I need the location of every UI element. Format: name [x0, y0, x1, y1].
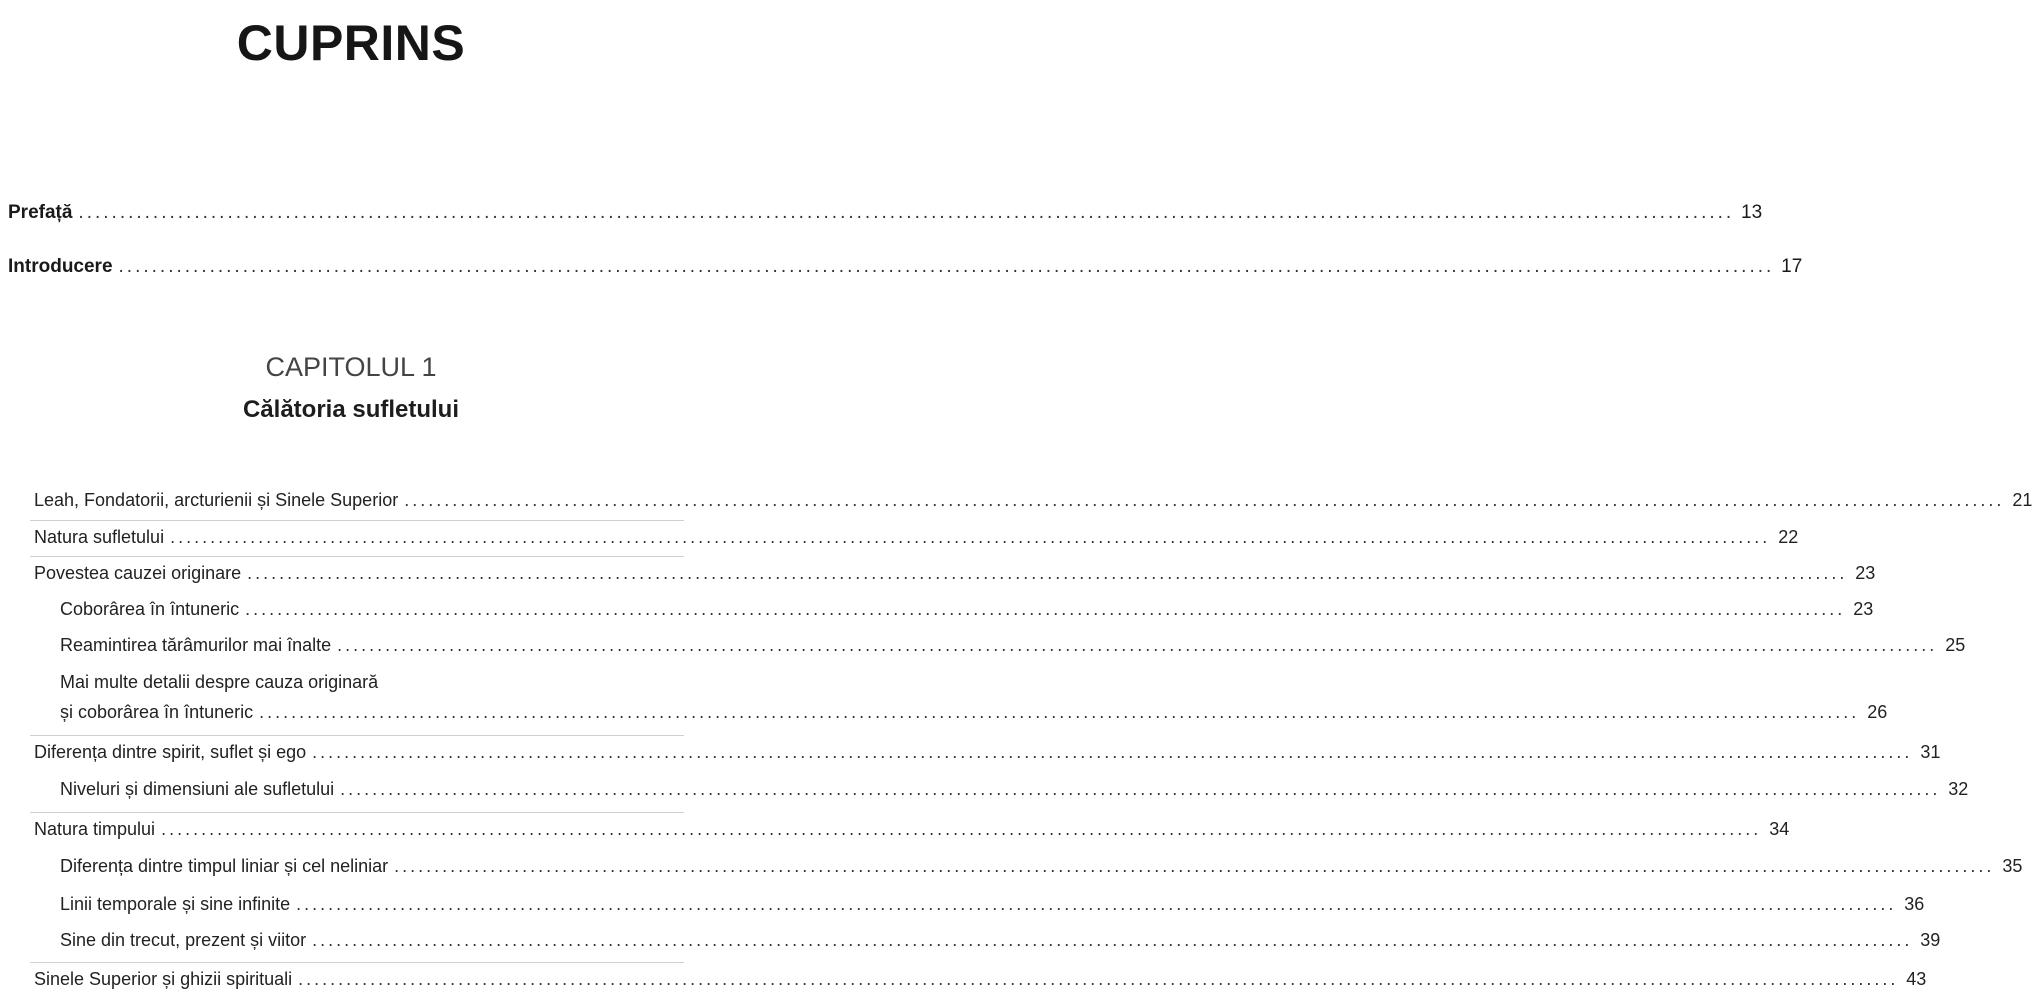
dot-leader: ........................................................................................................................................................................................................: [247, 563, 1848, 583]
dot-leader: ........................................................................................................................................................................................................: [161, 819, 1762, 839]
dot-leader: ........................................................................................................................................................................................................: [404, 490, 2005, 510]
toc-entry-page: 22: [1778, 527, 1799, 547]
divider: [30, 962, 684, 963]
toc-entry-label: Introducere: [8, 256, 113, 277]
toc-entry-page: 25: [1945, 635, 1966, 655]
toc-entry-label: Diferența dintre timpul liniar și cel neliniar: [60, 856, 389, 876]
dot-leader: ........................................................................................................................................................................................................: [337, 635, 1938, 655]
toc-entry-introduction[interactable]: [8, 256, 1803, 278]
toc-entry[interactable]: [34, 527, 1799, 548]
toc-subentry[interactable]: [60, 635, 1966, 656]
toc-entry-page: 43: [1906, 969, 1927, 989]
toc-subentry[interactable]: [60, 856, 2023, 877]
divider: [30, 812, 684, 813]
chapter-number: CAPITOLUL 1: [265, 352, 437, 382]
toc-entry[interactable]: [34, 969, 1927, 990]
toc-entry-label: Sinele Superior și ghizii spirituali: [34, 969, 293, 989]
chapter-title: Călătoria sufletului: [242, 396, 460, 423]
dot-leader: ........................................................................................................................................................................................................: [340, 779, 1941, 799]
divider: [30, 556, 684, 557]
dot-leader: ........................................................................................................................................................................................................: [118, 256, 1775, 277]
toc-entry-label: Linii temporale și sine infinite: [60, 894, 291, 914]
dot-leader: ........................................................................................................................................................................................................: [170, 527, 1771, 547]
toc-entry-label: Reamintirea tărâmurilor mai înalte: [60, 635, 332, 655]
toc-subentry[interactable]: [60, 930, 1941, 951]
toc-entry-page: 21: [2012, 490, 2032, 510]
dot-leader: ........................................................................................................................................................................................................: [259, 702, 1860, 722]
dot-leader: ........................................................................................................................................................................................................: [312, 930, 1913, 950]
page-title: CUPRINS: [236, 15, 466, 71]
dot-leader: ........................................................................................................................................................................................................: [298, 969, 1899, 989]
toc-subentry[interactable]: [60, 702, 1888, 723]
toc-entry-label: Sine din trecut, prezent și viitor: [60, 930, 307, 950]
toc-entry-page: 32: [1948, 779, 1969, 799]
toc-entry-page: 17: [1781, 256, 1803, 277]
toc-entry-label: Natura timpului: [34, 819, 156, 839]
toc-entry-page: 13: [1741, 202, 1763, 223]
toc-subentry[interactable]: [60, 894, 1925, 915]
toc-entry-label: și coborârea în întuneric: [60, 702, 254, 722]
dot-leader: ........................................................................................................................................................................................................: [245, 599, 1846, 619]
toc-entry-label: Diferența dintre spirit, suflet și ego: [34, 742, 307, 762]
toc-entry-label: Natura sufletului: [34, 527, 165, 547]
divider: [30, 735, 684, 736]
toc-subentry-line1[interactable]: Mai multe detalii despre cauza originară: [60, 672, 379, 692]
toc-entry-preface[interactable]: [8, 202, 1763, 224]
divider: [30, 520, 684, 521]
toc-entry-label: Coborârea în întuneric: [60, 599, 240, 619]
dot-leader: ........................................................................................................................................................................................................: [394, 856, 1995, 876]
toc-entry[interactable]: [34, 742, 1941, 763]
dot-leader: ........................................................................................................................................................................................................: [296, 894, 1897, 914]
toc-subentry[interactable]: [60, 779, 1969, 800]
toc-entry-label: Leah, Fondatorii, arcturienii și Sinele Superior: [34, 490, 399, 510]
toc-entry-page: 39: [1920, 930, 1941, 950]
toc-entry-page: 35: [2002, 856, 2023, 876]
toc-entry[interactable]: [34, 563, 1876, 584]
toc-entry[interactable]: [34, 819, 1790, 840]
toc-entry-label: Niveluri și dimensiuni ale sufletului: [60, 779, 335, 799]
toc-subentry[interactable]: [60, 599, 1874, 620]
toc-entry-label: Povestea cauzei originare: [34, 563, 242, 583]
dot-leader: ........................................................................................................................................................................................................: [78, 202, 1735, 223]
toc-entry-page: 26: [1867, 702, 1888, 722]
toc-entry[interactable]: [34, 490, 2032, 511]
dot-leader: ........................................................................................................................................................................................................: [312, 742, 1913, 762]
toc-entry-page: 34: [1769, 819, 1790, 839]
toc-entry-page: 23: [1855, 563, 1876, 583]
toc-entry-page: 31: [1920, 742, 1941, 762]
toc-entry-label: Prefață: [8, 202, 73, 223]
toc-entry-page: 23: [1853, 599, 1874, 619]
toc-entry-page: 36: [1904, 894, 1925, 914]
